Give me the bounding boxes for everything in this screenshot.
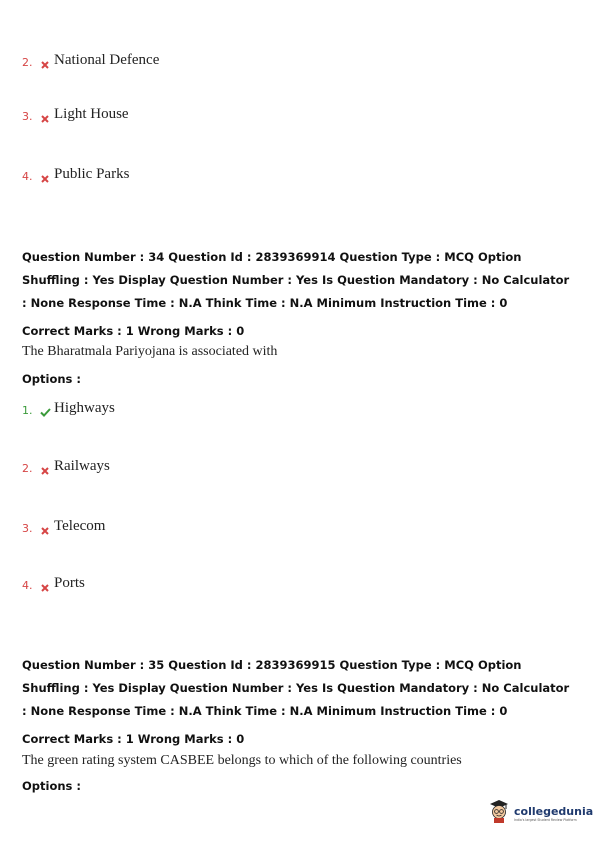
option-3 <box>22 518 105 535</box>
option-2 <box>22 458 110 475</box>
option-number: 4. <box>22 579 33 592</box>
option-4 <box>22 166 129 183</box>
option-text: Light House <box>54 106 129 122</box>
cross-icon <box>38 584 52 592</box>
option-number: 3. <box>22 522 33 535</box>
option-number: 4. <box>22 170 33 183</box>
option-text: Public Parks <box>54 166 130 182</box>
question-text: The green rating system CASBEE belongs to which of the following countries <box>22 753 462 768</box>
option-3 <box>22 106 129 123</box>
logo-name: collegedunia <box>514 804 594 818</box>
cross-icon <box>38 467 52 475</box>
option-1 <box>22 400 115 417</box>
collegedunia-logo <box>488 798 593 828</box>
option-number: 2. <box>22 462 33 475</box>
logo-tagline: India's largest Student Review Platform <box>514 817 577 822</box>
check-icon <box>38 408 52 417</box>
option-2 <box>22 52 159 69</box>
question-text: The Bharatmala Pariyojana is associated with <box>22 344 278 359</box>
option-number: 1. <box>22 404 33 417</box>
options-label: Options : <box>22 372 81 386</box>
option-number: 2. <box>22 56 33 69</box>
cross-icon <box>38 115 52 123</box>
cross-icon <box>38 175 52 183</box>
graduate-mascot-icon <box>488 798 510 828</box>
question-meta: Question Number : 34 Question Id : 2839369914 Question Type : MCQ Option Shuffling : Yes Display Question Number : Yes Is Question Mandatory : No Calculator : None Response Time : N.A Think Time : N.A Minimum Instruction Time : 0 <box>22 250 570 310</box>
option-text: Highways <box>54 400 115 416</box>
option-text: Ports <box>54 575 85 591</box>
option-text: Telecom <box>54 518 106 534</box>
option-text: National Defence <box>54 52 160 68</box>
question-marks: Correct Marks : 1 Wrong Marks : 0 <box>22 324 245 338</box>
option-number: 3. <box>22 110 33 123</box>
cross-icon <box>38 527 52 535</box>
option-4 <box>22 575 85 592</box>
option-text: Railways <box>54 458 110 474</box>
question-marks: Correct Marks : 1 Wrong Marks : 0 <box>22 732 245 746</box>
cross-icon <box>38 61 52 69</box>
question-meta: Question Number : 35 Question Id : 2839369915 Question Type : MCQ Option Shuffling : Yes Display Question Number : Yes Is Question Mandatory : No Calculator : None Response Time : N.A Think Time : N.A Minimum Instruction Time : 0 <box>22 658 570 718</box>
options-label: Options : <box>22 779 81 793</box>
